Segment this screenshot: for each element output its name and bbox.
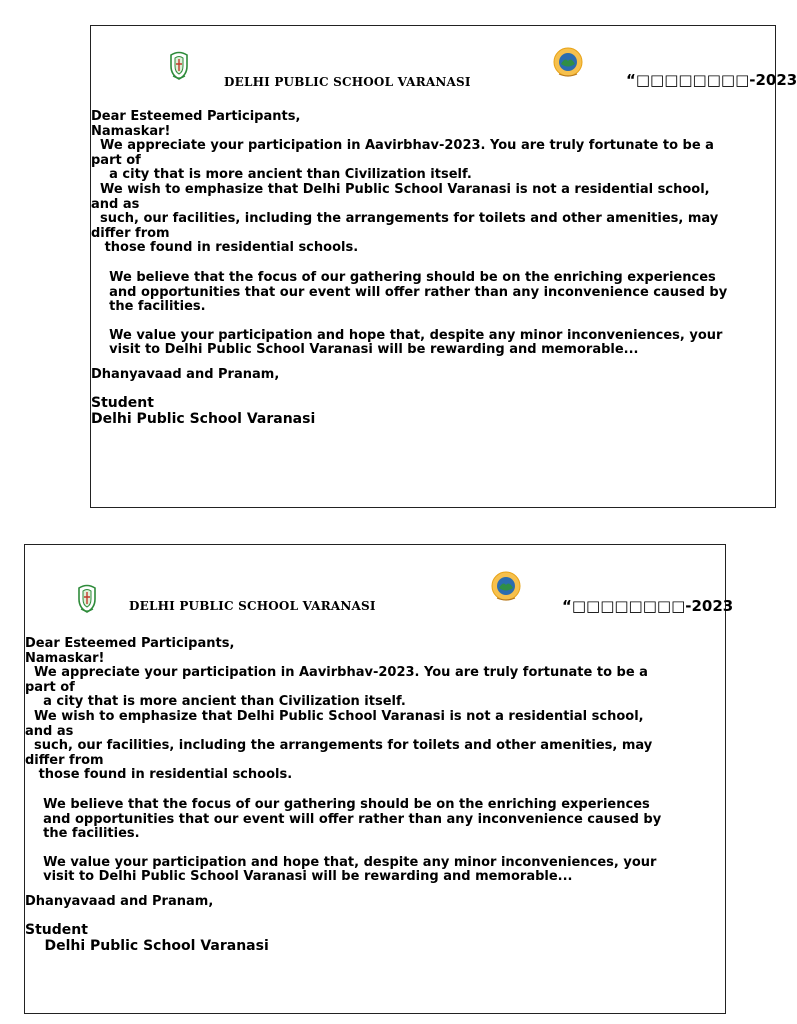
event-title: “□□□□□□□□-2023 xyxy=(626,71,797,89)
paragraph-line: We believe that the focus of our gathering should be on the enriching experiences xyxy=(25,796,650,812)
paragraph-line: a city that is more ancient than Civilization itself. xyxy=(25,694,406,710)
paragraph-line: visit to Delhi Public School Varanasi will be rewarding and memorable... xyxy=(25,869,573,885)
school-name: DELHI PUBLIC SCHOOL VARANASI xyxy=(129,599,376,613)
event-emblem-icon xyxy=(490,571,522,607)
event-emblem-icon xyxy=(552,47,584,83)
paragraph-line: those found in residential schools. xyxy=(91,240,359,256)
signature-role: Student xyxy=(25,921,88,938)
paragraph-line: and as xyxy=(25,723,74,739)
paragraph-line: and as xyxy=(91,196,140,212)
letter-body xyxy=(25,637,725,954)
paragraph-line: the facilities. xyxy=(25,826,140,842)
event-title: “□□□□□□□□-2023 xyxy=(562,597,734,615)
letter-2 xyxy=(24,544,734,1014)
paragraph-line: the facilities. xyxy=(91,299,206,315)
paragraph-line: those found in residential schools. xyxy=(25,767,293,783)
paragraph-line: and opportunities that our event will offer rather than any inconvenience caused by xyxy=(91,284,728,300)
paragraph-line: We value your participation and hope that, despite any minor inconveniences, your xyxy=(25,854,657,870)
signature-role: Student xyxy=(91,394,154,411)
salutation: Namaskar! xyxy=(91,123,171,139)
greeting: Dear Esteemed Participants, xyxy=(91,109,301,124)
paragraph-line: We wish to emphasize that Delhi Public School Varanasi is not a residential school, xyxy=(25,708,644,724)
school-crest-icon xyxy=(76,583,98,617)
closing: Dhanyavaad and Pranam, xyxy=(25,893,214,909)
signature-school: Delhi Public School Varanasi xyxy=(91,410,316,427)
school-crest-icon xyxy=(168,50,190,84)
paragraph-line: We wish to emphasize that Delhi Public School Varanasi is not a residential school, xyxy=(91,181,710,197)
paragraph-line: We appreciate your participation in Aavirbhav-2023. You are truly fortunate to be a xyxy=(91,138,714,154)
paragraph-line: differ from xyxy=(91,225,170,241)
signature-school: Delhi Public School Varanasi xyxy=(25,937,269,954)
paragraph-line: part of xyxy=(91,152,141,168)
closing: Dhanyavaad and Pranam, xyxy=(91,366,280,382)
paragraph-line: We value your participation and hope that, despite any minor inconveniences, your xyxy=(91,327,723,343)
paragraph-line: visit to Delhi Public School Varanasi will be rewarding and memorable... xyxy=(91,342,639,358)
salutation: Namaskar! xyxy=(25,650,105,666)
paragraph-line: and opportunities that our event will offer rather than any inconvenience caused by xyxy=(25,811,662,827)
paragraph-line: such, our facilities, including the arrangements for toilets and other amenities, may xyxy=(25,738,653,754)
paragraph-line: We believe that the focus of our gathering should be on the enriching experiences xyxy=(91,269,716,285)
paragraph-line: We appreciate your participation in Aavirbhav-2023. You are truly fortunate to be a xyxy=(25,665,648,681)
paragraph-line: a city that is more ancient than Civilization itself. xyxy=(91,167,472,183)
greeting: Dear Esteemed Participants, xyxy=(25,636,235,651)
paragraph-line: differ from xyxy=(25,752,104,768)
paragraph-line: such, our facilities, including the arrangements for toilets and other amenities, may xyxy=(91,211,719,227)
paragraph-line: part of xyxy=(25,679,75,695)
letter-1 xyxy=(90,25,797,508)
school-name: DELHI PUBLIC SCHOOL VARANASI xyxy=(224,75,471,89)
letter-body xyxy=(91,110,775,427)
